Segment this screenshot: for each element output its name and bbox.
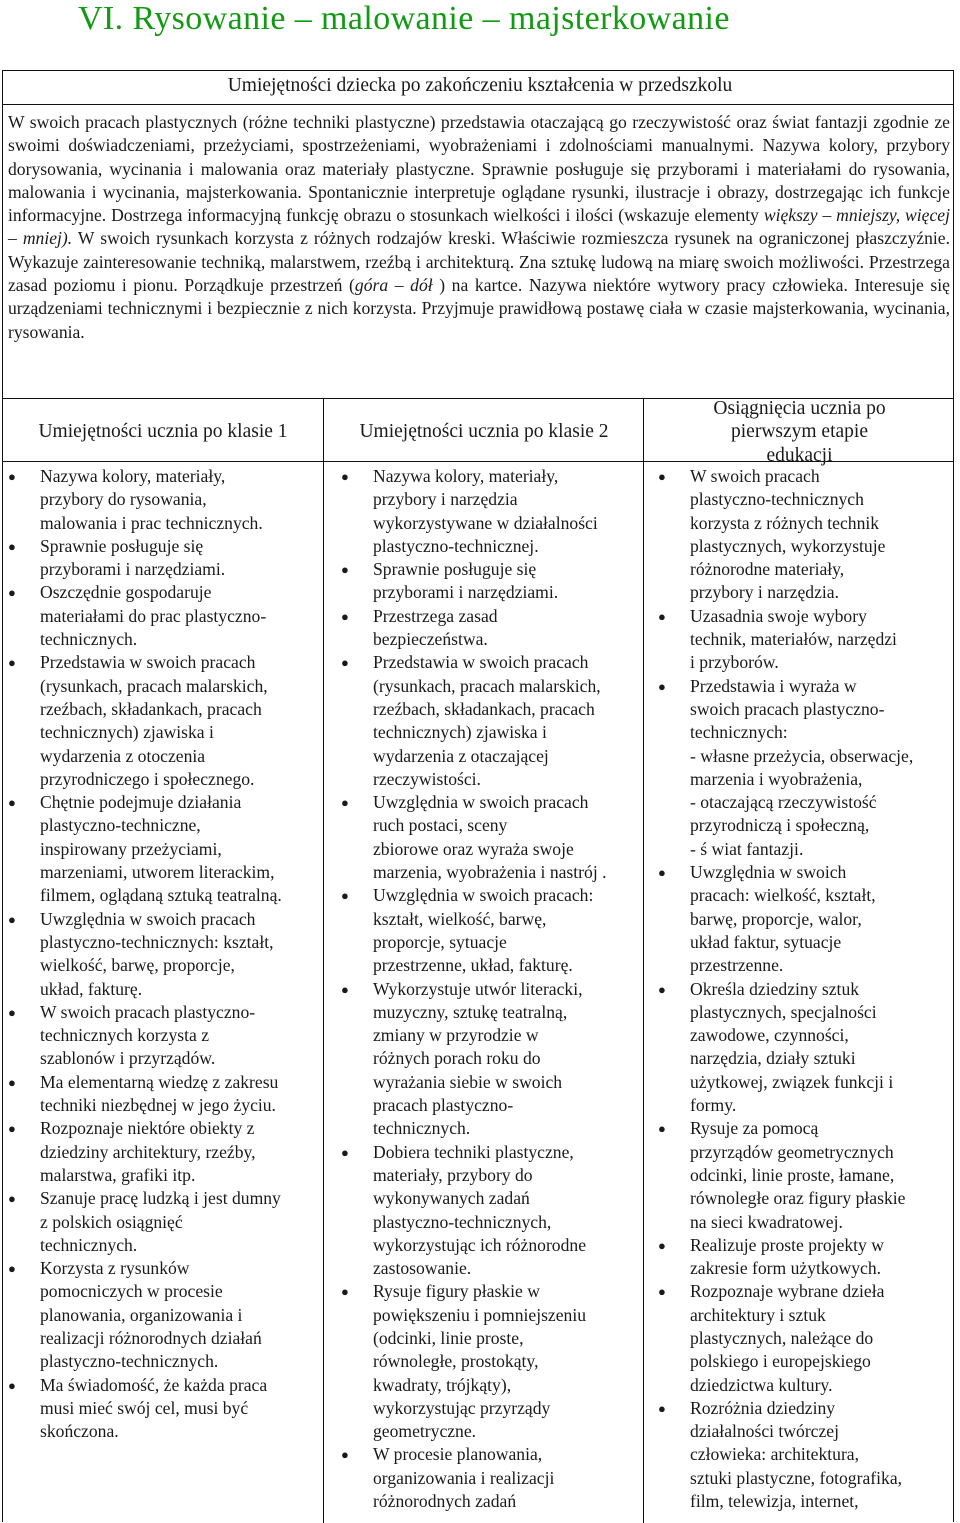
- list-item-text: równoległe oraz figury płaskie: [690, 1188, 906, 1209]
- list-item-text: Nazywa kolory, materiały,: [40, 466, 226, 486]
- kindergarten-skills-text: W swoich pracach plastycznych (różne techniki plastyczne) przedstawia otaczającą go rzeczywistość oraz świat fantazji zgodnie ze swoimi doświadczeniami, przeżyciami, spostrzeżeniami, wyobrażeniami i zdolnościami manualnymi. Nazywa kolory, przybory dorysowania, wycinania i malowania oraz materiały plastyczne. Sprawnie posługuje się przyborami i materiałami do rysowania, malowania i wycinania, majsterkowania. Spontanicznie interpretuje oglądane rysunki, ilustracje i obrazy, dostrzegając ich funkcje informacyjne. Dostrzega informacyjną funkcję obrazu o stosunkach wielkości i ilości (wskazuje elementy większy – mniejszy, więcej – mniej). W swoich rysunkach korzysta z różnych rodzajów kreski. Właściwie rozmieszcza rysunek na ograniczonej płaszczyźnie. Wykazuje zainteresowanie techniką, malarstwem, rzeźbą i architekturą. Zna sztukę ludową na miarę swoich możliwości. Przestrzega zasad poziomu i pionu. Porządkuje przestrzeń (góra – dół ) na kartce. Nazywa niektóre wytwory pracy człowieka. Interesuje się urządzeniami technicznymi i bezpiecznie z nich korzysta. Przyjmuje prawidłową postawę ciała w czasie majsterkowania, wycinania, rysowania.: [8, 112, 951, 342]
- list-item-text: skończona.: [40, 1421, 119, 1442]
- list-item-text: (rysunkach, pracach malarskich,: [40, 675, 268, 696]
- list-item-text: wykorzystywane w działalności: [373, 512, 598, 533]
- list-item-text: Ma elementarną wiedzę z zakresu: [40, 1071, 279, 1092]
- list-item-text: bezpieczeństwa.: [373, 629, 488, 650]
- list-item-text: wyrażania siebie w swoich: [373, 1071, 563, 1092]
- list-item-text: proporcje, sytuacje: [373, 931, 507, 952]
- bullet-icon: ●: [341, 1284, 349, 1300]
- list-item-text: wykonywanych zadań: [373, 1188, 530, 1209]
- list-item: [339, 978, 644, 1141]
- list-item-text: dziedziny architektury, rzeźby,: [40, 1141, 256, 1162]
- list-item-text: wykorzystując ich różnorodne: [373, 1234, 587, 1255]
- list-item-text: pracach plastyczno-: [373, 1095, 514, 1116]
- section-heading: VI. Rysowanie – malowanie – majsterkowanie: [78, 0, 730, 37]
- list-item-text: Przestrzega zasad: [373, 605, 498, 626]
- list-item-text: układ faktur, sytuacje: [690, 931, 842, 952]
- bullet-icon: ●: [341, 1144, 349, 1160]
- list-item: [656, 1234, 956, 1281]
- list-item-text: - własne przeżycia, obserwacje,: [690, 745, 914, 766]
- bullet-icon: ●: [341, 888, 349, 904]
- bullet-icon: ●: [341, 469, 349, 484]
- list-item-text: polskiego i europejskiego: [690, 1351, 871, 1372]
- list-item: [339, 1280, 644, 1443]
- list-item-text: przybory i narzędzia: [373, 489, 518, 510]
- list-item-text: Uzasadnia swoje wybory: [690, 605, 867, 626]
- list-item-text: plastyczno-technicznych: [690, 489, 864, 510]
- list-item-text: różnorodnych zadań: [373, 1491, 517, 1512]
- list-item-text: zawodowe, czynności,: [690, 1025, 849, 1046]
- list-item: [339, 651, 644, 791]
- list-item-text: technicznych korzysta z: [40, 1025, 210, 1046]
- list-item-text: wydarzenia z otoczenia: [40, 745, 206, 766]
- list-item-text: działalności twórczej: [690, 1421, 839, 1442]
- list-item: [6, 908, 324, 1001]
- list-item-text: techniki niezbędnej w jego życiu.: [40, 1095, 276, 1116]
- list-item-text: planowania, organizowania i: [40, 1304, 243, 1325]
- bullet-icon: ●: [658, 1284, 666, 1300]
- bullet-icon: ●: [658, 1400, 666, 1416]
- list-item-text: przyborami i narzędziami.: [40, 559, 226, 580]
- list-item-text: z polskich osiągnięć: [40, 1211, 183, 1232]
- column-header-first-stage: [645, 397, 954, 467]
- class-2-skills-list: [339, 465, 644, 1513]
- bullet-icon: ●: [658, 469, 666, 484]
- bullet-icon: ●: [8, 1074, 16, 1090]
- list-item-text: plastyczno-technicznych: kształt,: [40, 931, 274, 952]
- list-item-text: Dobiera techniki plastyczne,: [373, 1141, 574, 1162]
- list-item-text: (odcinki, linie proste,: [373, 1327, 524, 1348]
- list-item-text: rzeźbach, składankach, pracach: [373, 698, 595, 719]
- list-item-text: powiększeniu i pomniejszeniu: [373, 1304, 587, 1325]
- list-item-text: Realizuje proste projekty w: [690, 1234, 884, 1255]
- list-item: [6, 581, 324, 651]
- list-item-text: plastycznych, wykorzystuje: [690, 535, 886, 556]
- list-item-text: Przedstawia w swoich pracach: [373, 652, 589, 673]
- list-item-text: układ, fakturę.: [40, 978, 143, 999]
- list-item-text: materiały, przybory do: [373, 1164, 533, 1185]
- list-item-text: organizowania i realizacji: [373, 1467, 555, 1488]
- list-item-text: na sieci kwadratowej.: [690, 1211, 843, 1232]
- list-item-text: barwę, proporcje, walor,: [690, 908, 862, 929]
- list-item-text: plastyczno-technicznej.: [373, 535, 539, 556]
- list-item-text: Wykorzystuje utwór literacki,: [373, 978, 583, 999]
- list-item-text: przyrodniczego i społecznego.: [40, 768, 255, 789]
- list-item-text: swoich pracach plastyczno-: [690, 698, 885, 719]
- list-item-text: i przyborów.: [690, 652, 779, 673]
- list-item-text: W swoich pracach: [690, 466, 820, 486]
- list-item-text: Uwzględnia w swoich: [690, 862, 847, 883]
- list-item-text: Chętnie podejmuje działania: [40, 792, 242, 813]
- bullet-icon: ●: [8, 795, 16, 811]
- bullet-icon: ●: [341, 655, 349, 671]
- column-header-line: edukacji: [766, 444, 833, 466]
- list-item-text: przyborami i narzędziami.: [373, 582, 559, 603]
- list-item-text: przybory do rysowania,: [40, 489, 207, 510]
- list-item: [656, 1280, 956, 1396]
- list-item-text: malowania i prac technicznych.: [40, 512, 263, 533]
- list-item-text: Korzysta z rysunków: [40, 1258, 190, 1279]
- list-item-text: Rozróżnia dziedziny: [690, 1397, 836, 1418]
- list-item: [656, 675, 956, 861]
- list-item-text: W swoich pracach plastyczno-: [40, 1001, 256, 1022]
- list-item-text: różnorodne materiały,: [690, 559, 845, 580]
- list-item-text: Rozpoznaje wybrane dzieła: [690, 1281, 885, 1302]
- list-item-text: Przedstawia w swoich pracach: [40, 652, 256, 673]
- list-item-text: technik, materiałów, narzędzi: [690, 629, 897, 650]
- list-item: [656, 1117, 956, 1233]
- bullet-icon: ●: [341, 562, 349, 578]
- list-item-text: rzeczywistości.: [373, 768, 481, 789]
- list-item-text: użytkowej, związek funkcji i: [690, 1071, 894, 1092]
- list-item-text: malarstwa, grafiki itp.: [40, 1164, 196, 1185]
- list-item: [6, 1001, 324, 1071]
- list-item: [339, 884, 644, 977]
- list-item-text: marzeniami, utworem literackim,: [40, 862, 275, 883]
- list-item: [6, 651, 324, 791]
- bullet-icon: ●: [341, 1447, 349, 1463]
- list-item-text: równoległe, prostokąty,: [373, 1351, 539, 1372]
- list-item-text: technicznych.: [40, 1234, 138, 1255]
- bullet-icon: ●: [658, 1237, 666, 1253]
- list-item-text: różnych porach roku do: [373, 1048, 541, 1069]
- list-item: [339, 791, 644, 884]
- list-item: [6, 1187, 324, 1257]
- list-item-text: odcinki, linie proste, łamane,: [690, 1164, 895, 1185]
- list-item-text: przestrzenne, układ, fakturę.: [373, 955, 573, 976]
- list-item-text: realizacji różnorodnych działań: [40, 1327, 262, 1348]
- list-item: [339, 1141, 644, 1281]
- bullet-icon: ●: [658, 678, 666, 694]
- bullet-icon: ●: [658, 1121, 666, 1137]
- list-item-text: technicznych) zjawiska i: [373, 722, 547, 743]
- list-item: [6, 465, 324, 535]
- list-item: [656, 465, 956, 605]
- list-item-text: pracach: wielkość, kształt,: [690, 885, 876, 906]
- list-item-text: korzysta z różnych technik: [690, 512, 880, 533]
- list-item-text: filmem, oglądaną sztuką teatralną.: [40, 885, 282, 906]
- list-item-text: marzenia, wyobrażenia i nastrój .: [373, 862, 607, 883]
- bullet-icon: ●: [8, 1121, 16, 1137]
- first-stage-achievements-list: [656, 465, 956, 1513]
- list-item-text: marzenia i wyobrażenia,: [690, 768, 863, 789]
- list-item-text: plastycznych, należące do: [690, 1327, 874, 1348]
- list-item-text: ruch postaci, sceny: [373, 815, 508, 836]
- bullet-icon: ●: [8, 911, 16, 927]
- list-item: [6, 1071, 324, 1118]
- list-item-text: Rozpoznaje niektóre obiekty z: [40, 1118, 255, 1139]
- list-item: [339, 558, 644, 605]
- list-item-text: plastyczno-technicznych.: [40, 1351, 219, 1372]
- bullet-icon: ●: [341, 795, 349, 811]
- class-1-skills-list: [6, 465, 324, 1443]
- list-item: [6, 535, 324, 582]
- list-item-text: kwadraty, trójkąty),: [373, 1374, 512, 1395]
- bullet-icon: ●: [658, 608, 666, 624]
- list-item-text: Nazywa kolory, materiały,: [373, 466, 559, 486]
- list-item-text: plastyczno-technicznych,: [373, 1211, 552, 1232]
- list-item-text: architektury i sztuk: [690, 1304, 826, 1325]
- list-item-text: - ś wiat fantazji.: [690, 838, 804, 859]
- list-item: [656, 861, 956, 977]
- bullet-icon: ●: [658, 865, 666, 881]
- list-item-text: Uwzględnia w swoich pracach: [40, 908, 256, 929]
- bullet-icon: ●: [8, 1377, 16, 1393]
- table-title: Umiejętności dziecka po zakończeniu kształcenia w przedszkolu: [227, 75, 733, 96]
- list-item-text: człowieka: architektura,: [690, 1444, 860, 1465]
- list-item-text: przyrodniczą i społeczną,: [690, 815, 870, 836]
- list-item-text: dziedzictwa kultury.: [690, 1374, 833, 1395]
- list-item-text: Określa dziedziny sztuk: [690, 978, 860, 999]
- list-item-text: rzeźbach, składankach, pracach: [40, 698, 262, 719]
- column-header-line: Osiągnięcia ucznia po: [713, 398, 886, 419]
- list-item-text: narzędzia, działy sztuki: [690, 1048, 856, 1069]
- list-item-text: przestrzenne.: [690, 955, 784, 976]
- list-item: [6, 1117, 324, 1187]
- list-item-text: zbiorowe oraz wyraża swoje: [373, 838, 574, 859]
- list-item: [6, 1257, 324, 1373]
- list-item-text: Uwzględnia w swoich pracach:: [373, 885, 594, 906]
- list-item-text: pomocniczych w procesie: [40, 1281, 223, 1302]
- list-item-text: technicznych) zjawiska i: [40, 722, 214, 743]
- list-item-text: technicznych.: [40, 629, 138, 650]
- list-item-text: szablonów i przyrządów.: [40, 1048, 216, 1069]
- list-item-text: musi mieć swój cel, musi być: [40, 1397, 249, 1418]
- list-item-text: Sprawnie posługuje się: [373, 559, 537, 580]
- list-item-text: geometryczne.: [373, 1421, 477, 1442]
- bullet-icon: ●: [8, 655, 16, 671]
- list-item-text: zmiany w przyrodzie w: [373, 1025, 539, 1046]
- list-item-text: przyrządów geometrycznych: [690, 1141, 894, 1162]
- list-item-text: zastosowanie.: [373, 1258, 472, 1279]
- column-header-line: Umiejętności ucznia po klasie 1: [38, 421, 288, 442]
- bullet-icon: ●: [341, 981, 349, 997]
- bullet-icon: ●: [8, 538, 16, 554]
- list-item: [6, 791, 324, 907]
- list-item-text: Oszczędnie gospodaruje: [40, 582, 212, 603]
- bullet-icon: ●: [8, 469, 16, 484]
- list-item-text: technicznych.: [373, 1118, 471, 1139]
- list-item-text: (rysunkach, pracach malarskich,: [373, 675, 601, 696]
- bullet-icon: ●: [658, 981, 666, 997]
- list-item: [6, 1374, 324, 1444]
- list-item-text: sztuki plastyczne, fotografika,: [690, 1467, 903, 1488]
- list-item-text: wydarzenia z otaczającej: [373, 745, 549, 766]
- list-item-text: muzyczny, sztukę teatralną,: [373, 1001, 568, 1022]
- list-item-text: Sprawnie posługuje się: [40, 535, 204, 556]
- list-item-text: Rysuje za pomocą: [690, 1118, 819, 1139]
- bullet-icon: ●: [341, 608, 349, 624]
- list-item-text: wielkość, barwę, proporcje,: [40, 955, 235, 976]
- list-item-text: przybory i narzędzia.: [690, 582, 839, 603]
- list-item-text: Ma świadomość, że każda praca: [40, 1374, 268, 1395]
- column-header-line: pierwszym etapie: [731, 421, 868, 443]
- column-header-class-1: [4, 420, 322, 443]
- list-item: [656, 605, 956, 675]
- list-item-text: inspirowany przeżyciami,: [40, 838, 222, 859]
- bullet-icon: ●: [8, 1004, 16, 1020]
- list-item-text: zakresie form użytkowych.: [690, 1258, 882, 1279]
- list-item: [656, 1397, 956, 1513]
- bullet-icon: ●: [8, 1191, 16, 1207]
- list-item-text: Uwzględnia w swoich pracach: [373, 792, 589, 813]
- list-item-text: wykorzystując przyrządy: [373, 1397, 551, 1418]
- list-item-text: materiałami do prac plastyczno-: [40, 605, 267, 626]
- list-item: [339, 465, 644, 558]
- list-item-text: Rysuje figury płaskie w: [373, 1281, 540, 1302]
- divider: [2, 104, 954, 105]
- list-item-text: - otaczającą rzeczywistość: [690, 792, 877, 813]
- column-header-line: Umiejętności ucznia po klasie 2: [359, 421, 609, 442]
- list-item-text: technicznych:: [690, 722, 788, 743]
- bullet-icon: ●: [8, 1261, 16, 1277]
- list-item: [339, 1443, 644, 1513]
- list-item-text: plastycznych, specjalności: [690, 1001, 877, 1022]
- list-item-text: W procesie planowania,: [373, 1444, 543, 1465]
- column-header-class-2: [325, 420, 643, 443]
- list-item-text: plastyczno-techniczne,: [40, 815, 201, 836]
- list-item-text: film, telewizja, internet,: [690, 1491, 859, 1512]
- bullet-icon: ●: [8, 585, 16, 601]
- list-item-text: formy.: [690, 1095, 737, 1116]
- list-item: [339, 605, 644, 652]
- list-item: [656, 978, 956, 1118]
- list-item-text: Przedstawia i wyraża w: [690, 675, 857, 696]
- list-item-text: kształt, wielkość, barwę,: [373, 908, 547, 929]
- list-item-text: Szanuje pracę ludzką i jest dumny: [40, 1188, 281, 1209]
